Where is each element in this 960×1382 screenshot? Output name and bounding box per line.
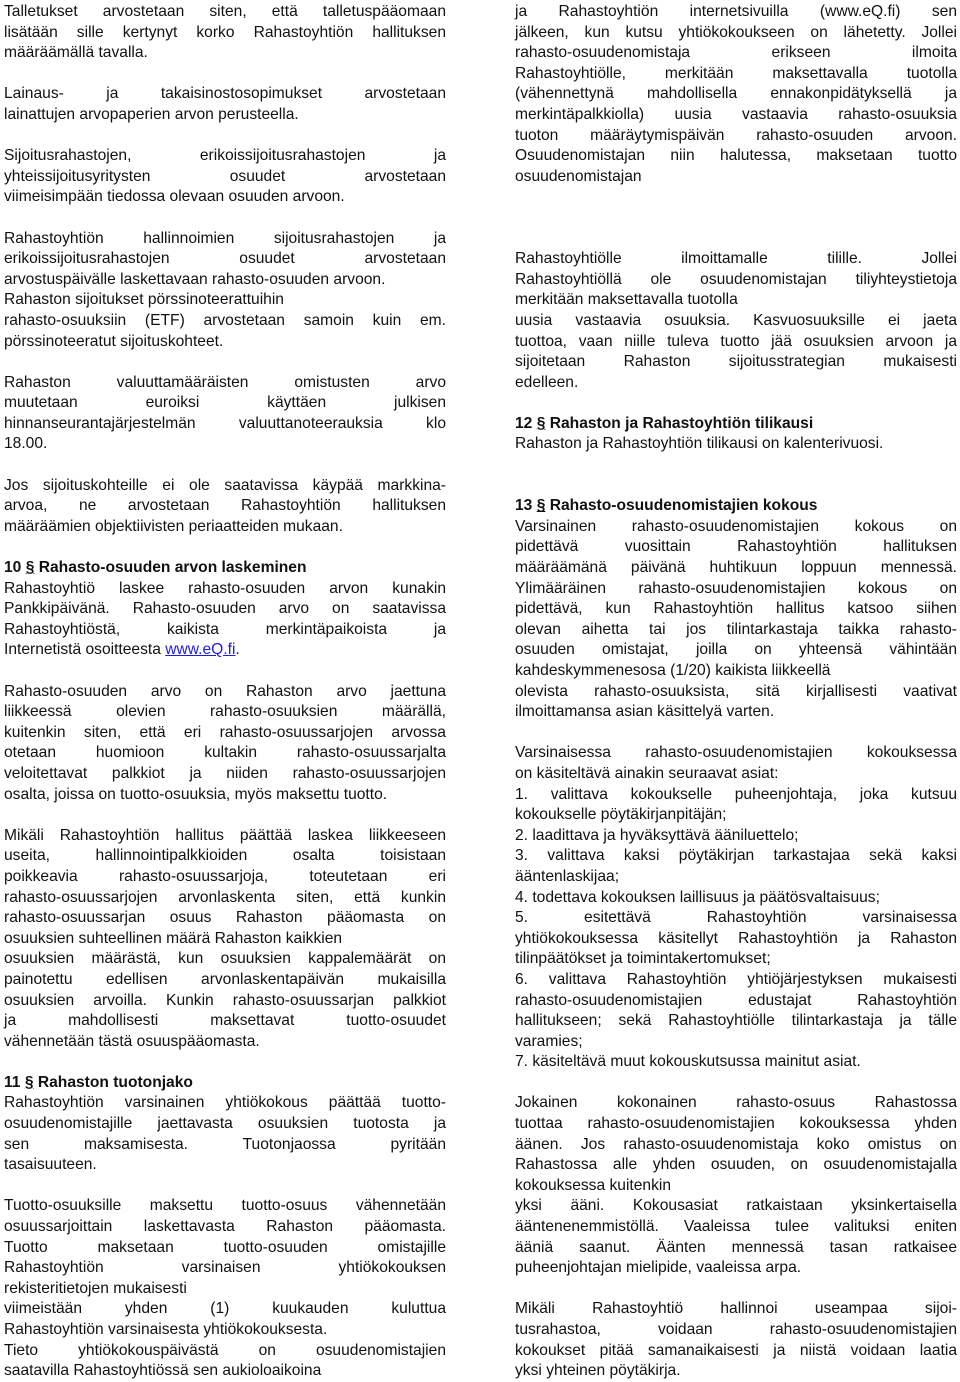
text-line: osuuden omistajat, joilla on yhteensä vähintään bbox=[515, 641, 957, 659]
text-line: merkintäpalkkiolla) uusia vastaavia rahasto-osuuksia bbox=[515, 105, 957, 123]
text-line: yhteissijoitusyritysten osuudet arvostetaan bbox=[4, 167, 446, 185]
text-line: liikkeessä olevien rahasto-osuuksien määrällä, bbox=[4, 703, 446, 721]
text-line: Mikäli Rahastoyhtiö hallinnoi useampaa sijoi- bbox=[515, 1300, 957, 1318]
text-segment: . bbox=[235, 641, 240, 659]
paragraph-gap bbox=[515, 229, 957, 250]
paragraph-gap bbox=[4, 805, 446, 826]
text-line: 2. laadittava ja hyväksyttävä ääniluettelo; bbox=[515, 826, 799, 844]
paragraph-gap bbox=[4, 64, 446, 85]
text-line: vähennetään tästä osuuspääomasta. bbox=[4, 1032, 260, 1050]
text-line: Tuotto-osuuksille maksettu tuotto-osuus vähennetään bbox=[4, 1197, 446, 1215]
paragraph-gap bbox=[4, 352, 446, 373]
text-line: Pankkipäivänä. Rahasto-osuuden arvo on saatavissa bbox=[4, 600, 446, 618]
text-line: Rahasto-osuuden arvo on Rahaston arvo jaettuna bbox=[4, 682, 446, 700]
text-line bbox=[4, 640, 446, 661]
text-line: rahasto-osuuksiin (ETF) arvostetaan samoin kuin em. bbox=[4, 311, 446, 329]
section-heading bbox=[515, 496, 957, 517]
text-line: äänen. Jos rahasto-osuudenomistaja koko omistus on bbox=[515, 1135, 957, 1153]
text-line: tuottaa rahasto-osuudenomistajien kokouksessa yhden bbox=[515, 1115, 957, 1133]
text-line: 7. käsiteltävä muut kokouskutsussa mainitut asiat. bbox=[515, 1053, 861, 1071]
text-line: rekisteritietojen mukaisesti bbox=[4, 1279, 187, 1297]
text-line: arvoa, ne arvostetaan Rahastoyhtiön hallituksen bbox=[4, 497, 446, 515]
text-line: lisätään sille kertynyt korko Rahastoyhtiön hallituksen bbox=[4, 23, 446, 41]
text-line: veloitettavat palkkiot ja niiden rahasto-osuussarjojen bbox=[4, 764, 446, 782]
paragraph-gap bbox=[515, 455, 957, 476]
text-line: Varsinaisessa rahasto-osuudenomistajien kokouksessa bbox=[515, 744, 957, 762]
text-line: osuuksien määrästä, kun osuuksien kappalemäärät on bbox=[4, 950, 446, 968]
section-title: Rahaston ja Rahastoyhtiön tilikausi bbox=[549, 414, 814, 432]
text-line: Rahastoyhtiön varsinaisesta yhtiökokouksesta. bbox=[4, 1321, 328, 1338]
text-line: osuuksien suhteellinen määrä Rahaston kaikkien bbox=[4, 929, 343, 947]
text-line: yksi ääni. Kokousasiat ratkaistaan yksinkertaisella bbox=[515, 1197, 957, 1215]
section-title: Rahasto-osuuden arvon laskeminen bbox=[38, 559, 307, 577]
text-line: on käsiteltävä ainakin seuraavat asiat: bbox=[515, 764, 779, 782]
text-line: kokoukselle pöytäkirjanpitäjän; bbox=[515, 806, 727, 824]
text-line: 18.00. bbox=[4, 435, 48, 453]
text-line: ääniä saanut. Äänten mennessä tasan ratkaisee bbox=[515, 1238, 957, 1256]
text-line: hinnanseurantajärjestelmän valuuttanoteerauksia klo bbox=[4, 414, 446, 432]
paragraph-gap bbox=[515, 1073, 957, 1094]
text-line: pidettävä vuosittain Rahastoyhtiön hallituksen bbox=[515, 538, 957, 556]
text-line: Ylimääräinen rahasto-osuudenomistajien kokous on bbox=[515, 579, 957, 597]
text-line: yksi yhteinen pöytäkirja. bbox=[515, 1362, 681, 1380]
text-line: (vähennettynä mahdollisella ennakonpidätyksellä ja bbox=[515, 85, 957, 103]
text-line: Tuotto maksetaan tuotto-osuuden omistajille bbox=[4, 1238, 446, 1256]
text-line: hallitukseen; sekä Rahastoyhtiölle tilintarkastaja ja tälle bbox=[515, 1012, 957, 1030]
text-line: rahasto-osuussarjojen arvonlaskenta siten, että kunkin bbox=[4, 888, 446, 906]
left-column bbox=[4, 2, 446, 1382]
section-symbol: § bbox=[24, 1073, 34, 1091]
text-line: Mikäli Rahastoyhtiön hallitus päättää laskea liikkeeseen bbox=[4, 826, 446, 844]
text-line: osuussarjoittain laskettavasta Rahaston pääomasta. bbox=[4, 1218, 446, 1236]
text-line: yhtiökokouksessa käsitellyt Rahastoyhtiön ja Rahaston bbox=[515, 929, 957, 947]
text-line: useita, hallinnointipalkkioiden osalta toisistaan bbox=[4, 847, 446, 865]
section-number: 10 bbox=[4, 559, 22, 577]
text-line: Rahastoyhtiöllä ole osuudenomistajan tiliyhteystietoja bbox=[515, 270, 957, 288]
text-line: Tieto yhtiökokouspäivästä on osuudenomistajien bbox=[4, 1341, 446, 1359]
paragraph-gap bbox=[515, 723, 957, 744]
text-line: Rahastoyhtiölle ilmoittamalle tilille. Jollei bbox=[515, 250, 957, 268]
text-line: poikkeavia rahasto-osuussarjoja, toteutetaan eri bbox=[4, 867, 446, 885]
text-line: olevan aihetta tai jos tilintarkastaja taikka rahasto- bbox=[515, 620, 957, 638]
text-line: tuottoa, vaan niille tuleva tuotto jää osuuksien arvoon ja bbox=[515, 332, 957, 350]
text-line: pörssinoteeratut sijoituskohteet. bbox=[4, 332, 224, 350]
text-line: määräämällä tavalla. bbox=[4, 44, 148, 62]
text-line: 4. todettava kokouksen laillisuus ja päätösvaltaisuus; bbox=[515, 888, 880, 906]
text-line: Lainaus- ja takaisinostosopimukset arvostetaan bbox=[4, 85, 446, 103]
text-segment: Internetistä osoitteesta bbox=[4, 641, 166, 659]
text-line: ilmoittamansa asian käsittelyä varten. bbox=[515, 703, 775, 721]
text-line: Rahastoyhtiön varsinainen yhtiökokous päättää tuotto- bbox=[4, 1094, 446, 1112]
text-line: viimeistään yhden (1) kuukauden kuluttua bbox=[4, 1300, 446, 1318]
paragraph-gap bbox=[4, 455, 446, 476]
website-link[interactable]: www.eQ.fi bbox=[165, 641, 236, 659]
section-title: Rahaston tuotonjako bbox=[37, 1073, 193, 1091]
text-line: Osuudenomistajan niin halutessa, maksetaan tuotto bbox=[515, 147, 957, 165]
text-line: Sijoitusrahastojen, erikoissijoitusrahastojen ja bbox=[4, 147, 446, 165]
text-line: rahasto-osuudenomistaja erikseen ilmoita bbox=[515, 44, 957, 62]
text-line: arvostuspäivälle laskettavaan rahasto-osuuden arvoon. bbox=[4, 270, 386, 288]
text-line: kokouksessa kuitenkin bbox=[515, 1176, 672, 1194]
section-number: 11 bbox=[4, 1073, 21, 1091]
text-line: Rahaston ja Rahastoyhtiön tilikausi on kalenterivuosi. bbox=[515, 435, 884, 453]
text-line: ja Rahastoyhtiön internetsivuilla (www.eQ.fi) sen bbox=[515, 3, 957, 20]
paragraph-gap bbox=[4, 126, 446, 147]
paragraph-gap bbox=[4, 1176, 446, 1197]
text-line: osuuksien arvoilla. Kunkin rahasto-osuussarjan palkkiot bbox=[4, 991, 446, 1009]
paragraph-gap bbox=[515, 1279, 957, 1300]
text-line: Rahaston valuuttamääräisten omistusten arvo bbox=[4, 373, 446, 391]
text-line: erikoissijoitusrahastojen osuudet arvostetaan bbox=[4, 250, 446, 268]
text-line: viimeisimpään tiedossa olevaan osuuden arvoon. bbox=[4, 188, 345, 206]
text-line: osuudenomistajille jaettavasta osuuksien tuotosta ja bbox=[4, 1115, 446, 1133]
text-line: pidettävä, kun Rahastoyhtiön hallitus katsoo siihen bbox=[515, 600, 957, 618]
text-line: määräämien objektiivisten periaatteiden mukaan. bbox=[4, 517, 343, 535]
text-line: Rahastoyhtiö laskee rahasto-osuuden arvon kunakin bbox=[4, 579, 446, 597]
text-line: Jokainen kokonainen rahasto-osuus Rahastossa bbox=[515, 1094, 957, 1112]
section-title: Rahasto-osuudenomistajien kokous bbox=[549, 497, 818, 515]
text-line: tusrahastoa, voidaan rahasto-osuudenomistajien bbox=[515, 1321, 957, 1338]
paragraph-gap bbox=[4, 1052, 446, 1073]
paragraph-gap bbox=[515, 187, 957, 208]
text-line: ääntenlaskijaa; bbox=[515, 867, 620, 885]
text-line: Rahastoyhtiöstä, kaikista merkintäpaikoista ja bbox=[4, 620, 446, 638]
text-line: kahdeskymmenesosa (1/20) kaikista liikkeellä bbox=[515, 662, 831, 679]
section-heading bbox=[4, 558, 446, 579]
text-line: määräämänä päivänä huhtikuun loppuun mennessä. bbox=[515, 559, 957, 577]
text-line: 6. valittava Rahastoyhtiön yhtiöjärjestyksen mukaisesti bbox=[515, 970, 957, 988]
text-line: sen maksamisesta. Tuotonjaossa pyritään bbox=[4, 1135, 446, 1153]
text-line: ja mahdollisesti maksettavat tuotto-osuudet bbox=[4, 1012, 446, 1030]
section-symbol: § bbox=[536, 414, 546, 432]
paragraph-gap bbox=[515, 393, 957, 414]
section-number: 12 bbox=[515, 414, 533, 432]
text-line: puheenjohtajan mielipide, vaaleissa arpa. bbox=[515, 1259, 802, 1277]
paragraph-gap bbox=[515, 476, 957, 497]
section-heading bbox=[515, 414, 957, 435]
text-line: kuitenkin siten, että eri rahasto-osuussarjojen arvossa bbox=[4, 723, 446, 741]
text-line: ääntenenemmistöllä. Vaaleissa tulee valituksi eniten bbox=[515, 1218, 957, 1236]
paragraph-gap bbox=[4, 208, 446, 229]
text-line: Rahaston sijoitukset pörssinoteerattuihin bbox=[4, 291, 284, 309]
section-symbol: § bbox=[536, 497, 546, 515]
text-line: 1. valittava kokoukselle puheenjohtaja, joka kutsuu bbox=[515, 785, 957, 803]
paragraph-gap bbox=[515, 208, 957, 229]
text-line: rahasto-osuudenomistajien edustajat Rahastoyhtiön bbox=[515, 991, 957, 1009]
text-line: osalta, joissa on tuotto-osuuksia, myös maksettu tuotto. bbox=[4, 785, 388, 803]
text-line: 5. esitettävä Rahastoyhtiön varsinaisessa bbox=[515, 909, 957, 927]
text-line: sijoitetaan Rahaston sijoitusstrategian mukaisesti bbox=[515, 353, 957, 371]
right-column bbox=[515, 2, 957, 1382]
text-line: olevista rahasto-osuuksista, sitä kirjallisesti vaativat bbox=[515, 682, 957, 700]
text-line: Rahastoyhtiön hallinnoimien sijoitusrahastojen ja bbox=[4, 229, 446, 247]
text-line: otetaan huomioon kultakin rahasto-osuussarjalta bbox=[4, 744, 446, 762]
text-line: 3. valittava kaksi pöytäkirjan tarkastajaa sekä kaksi bbox=[515, 847, 957, 865]
paragraph-gap bbox=[4, 661, 446, 682]
text-line: varamies; bbox=[515, 1032, 583, 1050]
text-line: osuudenomistajan bbox=[515, 167, 642, 185]
text-line: painotettu edellisen arvonlaskentapäivän mukaisilla bbox=[4, 970, 446, 988]
text-line: kokoukset pitää samanaikaisesti ja niistä voidaan laatia bbox=[515, 1341, 957, 1359]
paragraph-gap bbox=[4, 537, 446, 558]
section-number: 13 bbox=[515, 497, 533, 515]
text-line: Talletukset arvostetaan siten, että talletuspääomaan bbox=[4, 3, 446, 20]
text-line: saatavilla Rahastoyhtiössä sen aukioloaikoina bbox=[4, 1362, 322, 1380]
text-line: Rahastoyhtiön varsinaisen yhtiökokouksen bbox=[4, 1259, 446, 1277]
text-line: rahasto-osuussarjan osuus Rahaston pääomasta on bbox=[4, 909, 446, 927]
section-heading bbox=[4, 1073, 446, 1094]
text-line: edelleen. bbox=[515, 373, 579, 391]
text-line: Varsinainen rahasto-osuudenomistajien kokous on bbox=[515, 517, 957, 535]
text-line: jälkeen, kun kutsu yhtiökokoukseen on lähetetty. Jollei bbox=[515, 23, 957, 41]
text-line: Rahastossa alle yhden osuuden, on osuudenomistajalla bbox=[515, 1156, 957, 1174]
text-line: merkitään maksettavalla tuotolla bbox=[515, 291, 738, 309]
text-line: lainattujen arvopaperien arvon perusteella. bbox=[4, 105, 299, 123]
section-symbol: § bbox=[25, 559, 35, 577]
text-line: tuoton määräytymispäivän rahasto-osuuden arvoon. bbox=[515, 126, 957, 144]
text-line: tilinpäätökset ja toimintakertomukset; bbox=[515, 950, 771, 968]
text-line: tasaisuuteen. bbox=[4, 1156, 97, 1174]
text-line: muutetaan euroiksi käyttäen julkisen bbox=[4, 394, 446, 412]
text-line: Jos sijoituskohteille ei ole saatavissa käypää markkina- bbox=[4, 476, 446, 494]
text-line: uusia vastaavia osuuksia. Kasvuosuuksille ei jaeta bbox=[515, 311, 957, 329]
text-line: Rahastoyhtiölle, merkitään maksettavalla tuotolla bbox=[515, 64, 957, 82]
